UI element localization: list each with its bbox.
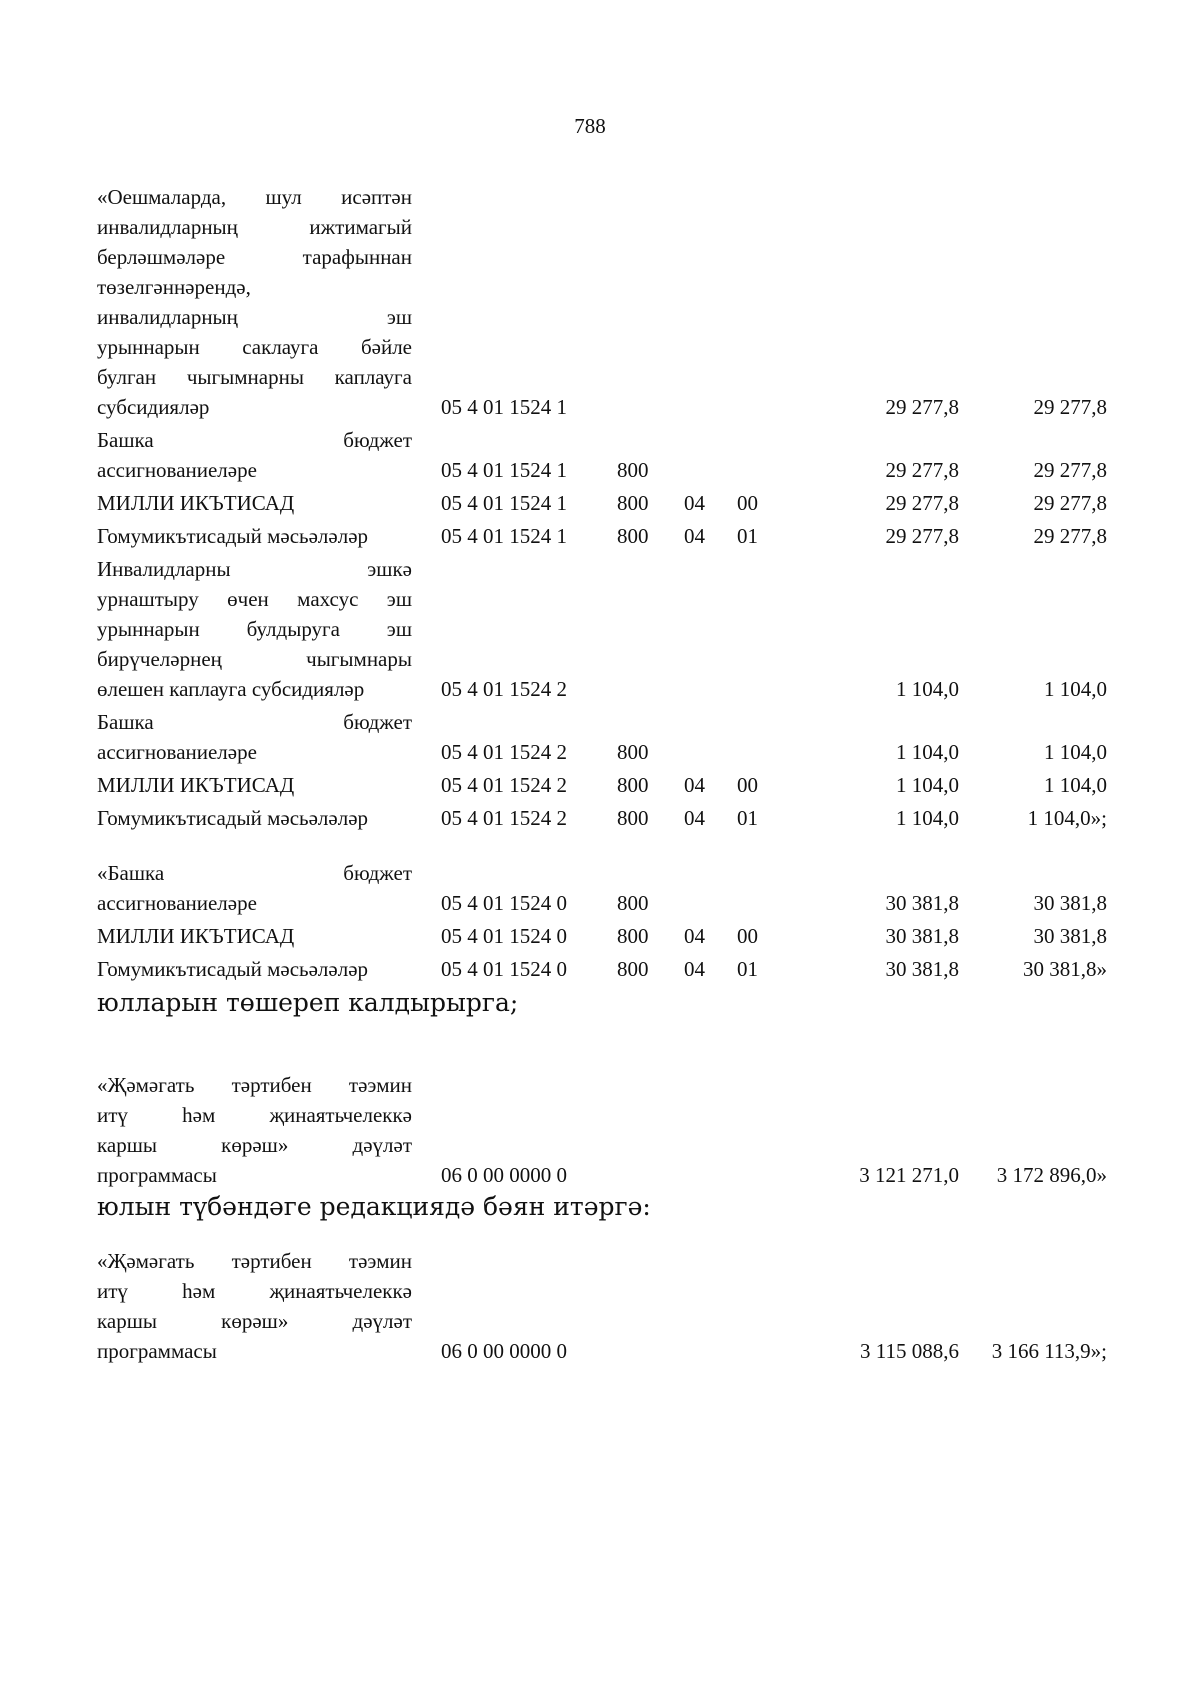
- row-name-line: Гомумикътисадый мәсьәләләр: [97, 957, 369, 981]
- row-name-line: Башка бюджет: [97, 710, 412, 734]
- row-code: 06 0 00 0000 0: [441, 1163, 567, 1187]
- instruction-new-wording: юлын түбәндәге редакциядә бәян итәргә:: [97, 1192, 651, 1221]
- row-name: [97, 770, 412, 800]
- instruction-remove-lines: юлларын төшереп калдырырга;: [97, 988, 519, 1017]
- row-name-line: Башка бюджет: [97, 428, 412, 452]
- row-section: 04: [684, 524, 705, 548]
- row-name: [97, 488, 412, 518]
- table-row: [97, 182, 1107, 422]
- row-code: 05 4 01 1524 2: [441, 773, 567, 797]
- row-code: 05 4 01 1524 2: [441, 677, 567, 701]
- row-amount-year-2: 3 166 113,9»;: [991, 1339, 1107, 1363]
- table-row: [97, 707, 1107, 767]
- row-name: [97, 1246, 412, 1366]
- row-name-line: итү һәм җинаятьчелеккә: [97, 1279, 412, 1303]
- row-section: 04: [684, 806, 705, 830]
- row-amount-year-1: 30 381,8: [885, 957, 959, 981]
- row-name: [97, 921, 412, 951]
- row-expense-type: 800: [617, 957, 649, 981]
- row-amount-year-1: 30 381,8: [885, 891, 959, 915]
- row-section: 04: [684, 491, 705, 515]
- table-row: [97, 521, 1107, 551]
- row-expense-type: 800: [617, 524, 649, 548]
- row-name: [97, 803, 412, 833]
- table-row: [97, 803, 1107, 833]
- row-expense-type: 800: [617, 806, 649, 830]
- budget-table-1: [97, 182, 1107, 833]
- row-name-line: бирүчеләрнең чыгымнары: [97, 647, 412, 671]
- row-amount-year-1: 29 277,8: [885, 524, 959, 548]
- row-expense-type: 800: [617, 740, 649, 764]
- row-code: 05 4 01 1524 0: [441, 924, 567, 948]
- row-code: 05 4 01 1524 1: [441, 491, 567, 515]
- row-expense-type: 800: [617, 491, 649, 515]
- row-name-line: урнаштыру өчен махсус эш: [97, 587, 412, 611]
- row-code: 05 4 01 1524 2: [441, 740, 567, 764]
- row-name: [97, 858, 412, 918]
- row-name-line: урыннарын саклауга бәйле: [97, 335, 412, 359]
- row-code: 05 4 01 1524 1: [441, 524, 567, 548]
- table-row: [97, 858, 1107, 918]
- row-name-line: каршы көрәш» дәүләт: [97, 1133, 412, 1157]
- row-name-line: берләшмәләре тарафыннан: [97, 245, 412, 269]
- row-name: [97, 425, 412, 485]
- table-row: [97, 921, 1107, 951]
- row-name-line: урыннарын булдыруга эш: [97, 617, 412, 641]
- row-amount-year-1: 1 104,0: [896, 740, 959, 764]
- row-amount-year-1: 1 104,0: [896, 773, 959, 797]
- row-amount-year-2: 29 277,8: [1033, 458, 1107, 482]
- row-name-line: «Җәмәгать тәртибен тәэмин: [97, 1249, 412, 1273]
- row-amount-year-1: 1 104,0: [896, 677, 959, 701]
- row-name-line: Гомумикътисадый мәсьәләләр: [97, 806, 369, 830]
- row-name-line: «Җәмәгать тәртибен тәэмин: [97, 1073, 412, 1097]
- row-name-line: ассигнованиеләре: [97, 740, 257, 764]
- row-name-line: булган чыгымнарны каплауга: [97, 365, 412, 389]
- row-amount-year-1: 3 121 271,0: [859, 1163, 959, 1187]
- row-amount-year-1: 30 381,8: [885, 924, 959, 948]
- row-amount-year-2: 30 381,8: [1033, 891, 1107, 915]
- budget-table-4: [97, 1246, 1107, 1366]
- row-amount-year-2: 29 277,8: [1033, 395, 1107, 419]
- row-amount-year-1: 29 277,8: [885, 395, 959, 419]
- row-subsection: 00: [737, 491, 758, 515]
- row-name-line: Инвалидларны эшкә: [97, 557, 412, 581]
- row-code: 05 4 01 1524 1: [441, 395, 567, 419]
- row-amount-year-2: 1 104,0»;: [1027, 806, 1107, 830]
- row-subsection: 01: [737, 806, 758, 830]
- row-name-line: каршы көрәш» дәүләт: [97, 1309, 412, 1333]
- row-amount-year-1: 3 115 088,6: [860, 1339, 959, 1363]
- row-amount-year-2: 1 104,0: [1044, 740, 1107, 764]
- table-row: [97, 554, 1107, 704]
- row-amount-year-2: 1 104,0: [1044, 677, 1107, 701]
- row-section: 04: [684, 773, 705, 797]
- row-subsection: 00: [737, 924, 758, 948]
- row-name-line: «Башка бюджет: [97, 861, 412, 885]
- row-name: [97, 707, 412, 767]
- row-name: [97, 521, 412, 551]
- row-name: [97, 182, 412, 422]
- row-amount-year-2: 3 172 896,0»: [996, 1163, 1107, 1187]
- row-name-line: программасы: [97, 1163, 217, 1187]
- row-amount-year-1: 1 104,0: [896, 806, 959, 830]
- row-name-line: «Оешмаларда, шул исәптән: [97, 185, 412, 209]
- row-name-line: субсидияләр: [97, 395, 210, 419]
- row-name-line: өлешен каплауга субсидияләр: [97, 677, 365, 701]
- row-section: 04: [684, 957, 705, 981]
- row-code: 06 0 00 0000 0: [441, 1339, 567, 1363]
- row-code: 05 4 01 1524 1: [441, 458, 567, 482]
- budget-table-3: [97, 1070, 1107, 1190]
- table-row: [97, 488, 1107, 518]
- row-name-line: ассигнованиеләре: [97, 891, 257, 915]
- row-code: 05 4 01 1524 0: [441, 957, 567, 981]
- row-amount-year-1: 29 277,8: [885, 491, 959, 515]
- row-subsection: 01: [737, 957, 758, 981]
- row-name-line: инвалидларның эш: [97, 305, 412, 329]
- table-row: [97, 1070, 1107, 1190]
- table-row: [97, 954, 1107, 984]
- table-row: [97, 770, 1107, 800]
- row-name-line: МИЛЛИ ИКЪТИСАД: [97, 773, 295, 797]
- row-amount-year-2: 29 277,8: [1033, 491, 1107, 515]
- row-expense-type: 800: [617, 773, 649, 797]
- row-name-line: программасы: [97, 1339, 217, 1363]
- row-amount-year-2: 29 277,8: [1033, 524, 1107, 548]
- row-code: 05 4 01 1524 0: [441, 891, 567, 915]
- row-expense-type: 800: [617, 458, 649, 482]
- budget-table-2: [97, 858, 1107, 984]
- row-amount-year-2: 1 104,0: [1044, 773, 1107, 797]
- row-name: [97, 954, 412, 984]
- row-amount-year-1: 29 277,8: [885, 458, 959, 482]
- page-number: 788: [574, 114, 606, 138]
- row-code: 05 4 01 1524 2: [441, 806, 567, 830]
- table-row: [97, 1246, 1107, 1366]
- row-name: [97, 1070, 412, 1190]
- row-section: 04: [684, 924, 705, 948]
- row-name-line: инвалидларның ижтимагый: [97, 215, 412, 239]
- row-name-line: төзелгәннәрендә,: [97, 275, 251, 299]
- row-name-line: итү һәм җинаятьчелеккә: [97, 1103, 412, 1127]
- row-amount-year-2: 30 381,8: [1033, 924, 1107, 948]
- row-name-line: Гомумикътисадый мәсьәләләр: [97, 524, 369, 548]
- row-expense-type: 800: [617, 924, 649, 948]
- row-subsection: 01: [737, 524, 758, 548]
- row-name-line: МИЛЛИ ИКЪТИСАД: [97, 491, 295, 515]
- row-name-line: МИЛЛИ ИКЪТИСАД: [97, 924, 295, 948]
- table-row: [97, 425, 1107, 485]
- row-expense-type: 800: [617, 891, 649, 915]
- row-amount-year-2: 30 381,8»: [1023, 957, 1107, 981]
- row-name-line: ассигнованиеләре: [97, 458, 257, 482]
- row-subsection: 00: [737, 773, 758, 797]
- row-name: [97, 554, 412, 704]
